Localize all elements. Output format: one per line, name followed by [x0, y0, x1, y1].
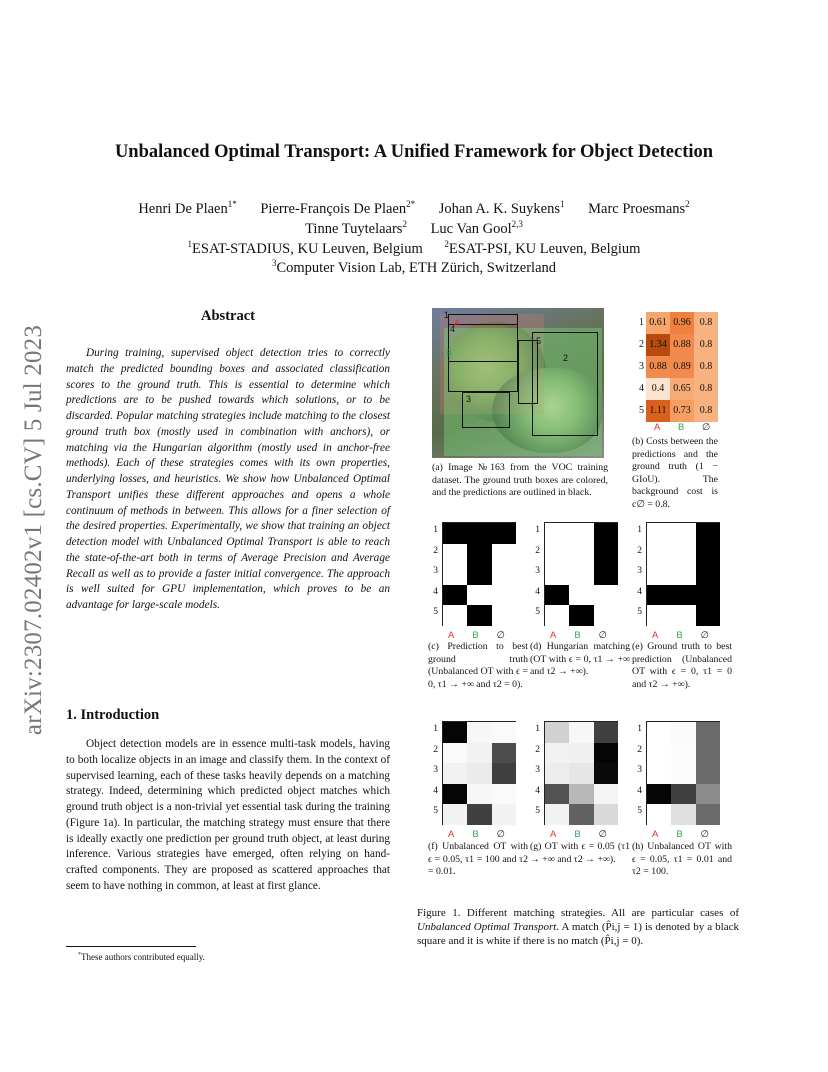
grid-col-label: B [676, 630, 683, 641]
grid-cell [467, 743, 491, 764]
author: Tinne Tuytelaars$^2$ [305, 219, 407, 237]
grid-cell [671, 585, 695, 606]
grid-row-label: 4 [637, 586, 642, 597]
grid-cell [647, 605, 671, 626]
grid-cell [443, 523, 467, 544]
grid-cell [696, 585, 720, 606]
grid-frame [442, 721, 516, 825]
grid-cell [594, 585, 618, 606]
grid-cell [443, 544, 467, 565]
paper-title: Unbalanced Optimal Transport: A Unified Framework for Object Detection [114, 142, 714, 162]
grid-cell [569, 585, 593, 606]
grid-cell [696, 784, 720, 805]
abstract-heading: Abstract [201, 308, 255, 324]
grid-col-label: ∅ [700, 630, 709, 641]
grid-row-label: 1 [535, 724, 540, 734]
pred-label: 2 [563, 353, 569, 363]
grid-row-label: 2 [637, 545, 642, 556]
grid-cell [467, 523, 491, 544]
grid-row-label: 3 [433, 765, 438, 776]
footnote-rule [66, 946, 196, 947]
grid-cell [594, 722, 618, 743]
grid-col-label: B [676, 829, 683, 840]
cost-row-label: 2 [639, 339, 644, 350]
grid-cell [467, 763, 491, 784]
grid-row-label: 2 [433, 744, 438, 755]
grid-cell [492, 585, 516, 606]
grid-cell [467, 784, 491, 805]
grid-col-label: B [574, 829, 581, 840]
grid-cell [492, 784, 516, 805]
grid-row-label: 3 [535, 765, 540, 776]
grid-cell [443, 585, 467, 606]
pred-label: 4 [450, 324, 456, 334]
grid-cell [545, 564, 569, 585]
grid-cell [569, 722, 593, 743]
grid-cell [569, 743, 593, 764]
cost-cell: 0.88 [670, 334, 694, 356]
grid-cell [647, 564, 671, 585]
cost-cell: 0.65 [670, 378, 694, 400]
grid-cell [671, 804, 695, 825]
grid-cell [569, 564, 593, 585]
grid-cell [647, 585, 671, 606]
grid-cell [594, 523, 618, 544]
grid-cell [467, 585, 491, 606]
affiliation-line-2: $^3$Computer Vision Lab, ETH Zürich, Switzerland [271, 258, 557, 276]
cost-row-label: 1 [639, 317, 644, 328]
grid-cell [647, 743, 671, 764]
grid-col-label: ∅ [496, 630, 505, 641]
grid-cell [594, 605, 618, 626]
pred-box-4 [448, 324, 518, 392]
grid-row-label: 5 [637, 607, 642, 618]
pred-label: 3 [466, 394, 472, 404]
caption-1g: (g) OT with ϵ = 0.05 (τ1 → +∞ and τ2 → +∞). [530, 841, 630, 865]
grid-cell [545, 743, 569, 764]
grid-cell [671, 605, 695, 626]
grid-cell [467, 544, 491, 565]
grid-row-label: 5 [433, 806, 438, 817]
grid-col-label: A [550, 630, 557, 641]
grid-cell [647, 544, 671, 565]
grid-cell [647, 523, 671, 544]
grid-cell [467, 564, 491, 585]
caption-1c: (c) Prediction to best ground truth (Unbalanced OT with ϵ = 0, τ1 → +∞ and τ2 = 0). [428, 641, 528, 690]
grid-cell [545, 544, 569, 565]
intro-paragraph: Object detection models are in essence multi-task models, having to both localize objects in an image and classify them. In the context of supervised learning, each of these tasks heavily depends on a matching strategy. Indeed, determining which predicted object matches which ground truth object is a non-trivial yet essential task during the training (Figure 1a). In particular, the matching strategy must ensure that there is ideally exactly one prediction per ground truth object, at least during inference. Various strategies have emerged, often relying on hand-crafted components. They are proposed as scattered approaches that seem to have nothing in common, at least at first glance. [66, 738, 390, 892]
grid-row-label: 5 [433, 607, 438, 618]
grid-cell [696, 763, 720, 784]
cost-cell: 0.61 [646, 312, 670, 334]
grid-cell [594, 804, 618, 825]
grid-cell [696, 722, 720, 743]
grid-row-label: 5 [535, 806, 540, 817]
grid-cell [545, 804, 569, 825]
grid-col-label: ∅ [598, 829, 607, 840]
author: Luc Van Gool$^{2,3}$ [430, 219, 523, 237]
grid-cell [569, 804, 593, 825]
grid-col-label: B [574, 630, 581, 641]
grid-cell [671, 544, 695, 565]
caption-1b: (b) Costs between the predictions and the ground truth (1 − GIoU). The background cost is c∅ = 0.8. [632, 436, 718, 510]
cost-col-label: ∅ [702, 422, 711, 433]
cost-row-label: 3 [639, 361, 644, 372]
grid-row-label: 2 [535, 545, 540, 556]
matching-grid-f [428, 721, 520, 843]
grid-cell [492, 722, 516, 743]
grid-row-label: 3 [637, 566, 642, 577]
grid-row-label: 5 [535, 607, 540, 618]
arxiv-watermark [14, 300, 54, 760]
grid-cell [545, 523, 569, 544]
cost-cell: 0.8 [694, 400, 718, 422]
figure-1a-image [432, 308, 604, 458]
grid-row-label: 4 [535, 586, 540, 597]
grid-frame [544, 522, 618, 626]
affiliation: $^2$ESAT-PSI, KU Leuven, Belgium [444, 239, 641, 257]
grid-frame [646, 721, 720, 825]
grid-col-label: A [448, 630, 455, 641]
grid-col-label: B [472, 829, 479, 840]
grid-col-label: ∅ [598, 630, 607, 641]
grid-frame [646, 522, 720, 626]
grid-cell [569, 763, 593, 784]
grid-cell [594, 544, 618, 565]
grid-cell [569, 544, 593, 565]
cost-cell: 0.8 [694, 378, 718, 400]
pred-box-5 [518, 340, 538, 404]
grid-row-label: 1 [433, 525, 438, 535]
caption-1a: (a) Image №163 from the VOC training dataset. The ground truth boxes are colored, and the predictions are outlined in black. [432, 462, 608, 499]
grid-row-label: 2 [535, 744, 540, 755]
grid-cell [569, 605, 593, 626]
caption-1e: (e) Ground truth to best prediction (Unbalanced OT with ϵ = 0, τ1 = 0 and τ2 → +∞). [632, 641, 732, 690]
grid-cell [594, 564, 618, 585]
pred-label: 5 [536, 336, 542, 346]
grid-frame [442, 522, 516, 626]
grid-col-label: A [550, 829, 557, 840]
grid-cell [671, 763, 695, 784]
grid-cell [443, 763, 467, 784]
grid-cell [492, 605, 516, 626]
grid-cell [647, 804, 671, 825]
grid-cell [647, 763, 671, 784]
grid-cell [492, 804, 516, 825]
matching-grid-e [632, 522, 724, 644]
grid-cell [467, 804, 491, 825]
grid-cell [545, 784, 569, 805]
grid-col-label: ∅ [496, 829, 505, 840]
caption-1f: (f) Unbalanced OT with ϵ = 0.05, τ1 = 100 and τ2 = 0.01. [428, 841, 528, 878]
grid-cell [492, 763, 516, 784]
grid-row-label: 3 [433, 566, 438, 577]
cost-col-label: A [654, 422, 661, 433]
grid-cell [443, 784, 467, 805]
grid-col-label: A [652, 630, 659, 641]
grid-cell [443, 722, 467, 743]
grid-col-label: A [652, 829, 659, 840]
grid-cell [594, 743, 618, 764]
grid-cell [492, 743, 516, 764]
author: Pierre-François De Plaen$^{2*}$ [260, 199, 416, 217]
grid-cell [492, 564, 516, 585]
grid-row-label: 1 [637, 724, 642, 734]
cost-row-label: 4 [639, 383, 644, 394]
author: Marc Proesmans$^2$ [588, 199, 690, 217]
grid-row-label: 3 [637, 765, 642, 776]
grid-cell [647, 722, 671, 743]
cost-cell: 0.89 [670, 356, 694, 378]
cost-cell: 0.8 [694, 356, 718, 378]
grid-cell [696, 605, 720, 626]
grid-cell [443, 564, 467, 585]
grid-col-label: A [448, 829, 455, 840]
matching-grid-h [632, 721, 724, 843]
grid-row-label: 1 [433, 724, 438, 734]
gt-label: B [446, 348, 453, 358]
grid-cell [467, 722, 491, 743]
cost-row-label: 5 [639, 405, 644, 416]
grid-row-label: 2 [637, 744, 642, 755]
grid-row-label: 2 [433, 545, 438, 556]
grid-cell [696, 804, 720, 825]
matching-grid-c [428, 522, 520, 644]
grid-cell [671, 722, 695, 743]
figure-1-caption: Figure 1. Different matching strategies. All are particular cases of Unbalanced Optimal Transport. A match (P̂i,j = 1) is denoted by a black square and it is white if there is no match (P̂i,j = 0). [417, 907, 739, 947]
grid-cell [671, 523, 695, 544]
grid-row-label: 3 [535, 566, 540, 577]
grid-cell [647, 784, 671, 805]
abstract-text: During training, supervised object detection tries to correctly match the predicted bounding boxes and associated classification scores to the ground truth. This is essential to determine which predictions are to be pushed towards which solutions, or to be discarded. Popular matching strategies include matching to the closest ground truth box (mostly used in combination with anchors), or matching via the Hungarian algorithm (mostly used in anchor-free methods). Each of these strategies comes with its own properties, underlying losses, and heuristics. We show how Unbalanced Optimal Transport unifies these different approaches and opens a whole continuum of methods in between. This allows for a finer selection of the desired properties. Experimentally, we show that training an object detection model with Unbalanced Optimal Transport is able to reach the state-of-the-art both in terms of Average Precision and Average Recall as well as to provide a faster initial convergence. The approach is well suited for GPU implementation, which proves to be an advantage for large-scale models. [66, 347, 390, 611]
grid-cell [545, 585, 569, 606]
cost-cell: 0.73 [670, 400, 694, 422]
grid-row-label: 4 [433, 586, 438, 597]
grid-cell [443, 605, 467, 626]
cost-cell: 0.8 [694, 334, 718, 356]
grid-col-label: B [472, 630, 479, 641]
gt-label: A [454, 318, 461, 328]
cost-cell: 0.96 [670, 312, 694, 334]
cost-cell: 0.88 [646, 356, 670, 378]
cost-cell: 1.34 [646, 334, 670, 356]
author: Johan A. K. Suykens$^1$ [438, 199, 565, 217]
caption-1h: (h) Unbalanced OT with ϵ = 0.05, τ1 = 0.01 and τ2 = 100. [632, 841, 732, 878]
grid-cell [696, 544, 720, 565]
grid-cell [443, 743, 467, 764]
grid-cell [545, 763, 569, 784]
grid-row-label: 1 [535, 525, 540, 535]
grid-cell [696, 523, 720, 544]
grid-cell [671, 784, 695, 805]
grid-cell [594, 763, 618, 784]
grid-cell [569, 784, 593, 805]
grid-row-label: 1 [637, 525, 642, 535]
grid-cell [492, 544, 516, 565]
section-heading: 1. Introduction [66, 707, 160, 723]
pred-label: 1 [444, 310, 450, 320]
matching-grid-d [530, 522, 622, 644]
cost-cell: 0.4 [646, 378, 670, 400]
arxiv-id-text: arXiv:2307.02402v1 [cs.CV] 5 Jul 2023 [20, 324, 47, 736]
cost-cell: 1.11 [646, 400, 670, 422]
grid-cell [671, 743, 695, 764]
grid-cell [696, 564, 720, 585]
caption-1d: (d) Hungarian matching (OT with ϵ = 0, τ1 → +∞ and τ2 → +∞). [530, 641, 630, 678]
grid-frame [544, 721, 618, 825]
affiliation: $^1$ESAT-STADIUS, KU Leuven, Belgium [187, 239, 423, 257]
grid-cell [443, 804, 467, 825]
grid-cell [569, 523, 593, 544]
cost-col-label: B [678, 422, 685, 433]
grid-cell [467, 605, 491, 626]
grid-cell [671, 564, 695, 585]
grid-cell [492, 523, 516, 544]
author: Henri De Plaen$^{1*}$ [138, 199, 237, 217]
grid-col-label: ∅ [700, 829, 709, 840]
matching-grid-g [530, 721, 622, 843]
footnote: *These authors contributed equally. [78, 952, 205, 962]
grid-row-label: 5 [637, 806, 642, 817]
cost-cell: 0.8 [694, 312, 718, 334]
grid-row-label: 4 [433, 785, 438, 796]
grid-cell [545, 605, 569, 626]
grid-row-label: 4 [535, 785, 540, 796]
grid-cell [696, 743, 720, 764]
pred-box-2 [532, 332, 598, 436]
grid-cell [594, 784, 618, 805]
grid-cell [545, 722, 569, 743]
grid-row-label: 4 [637, 785, 642, 796]
